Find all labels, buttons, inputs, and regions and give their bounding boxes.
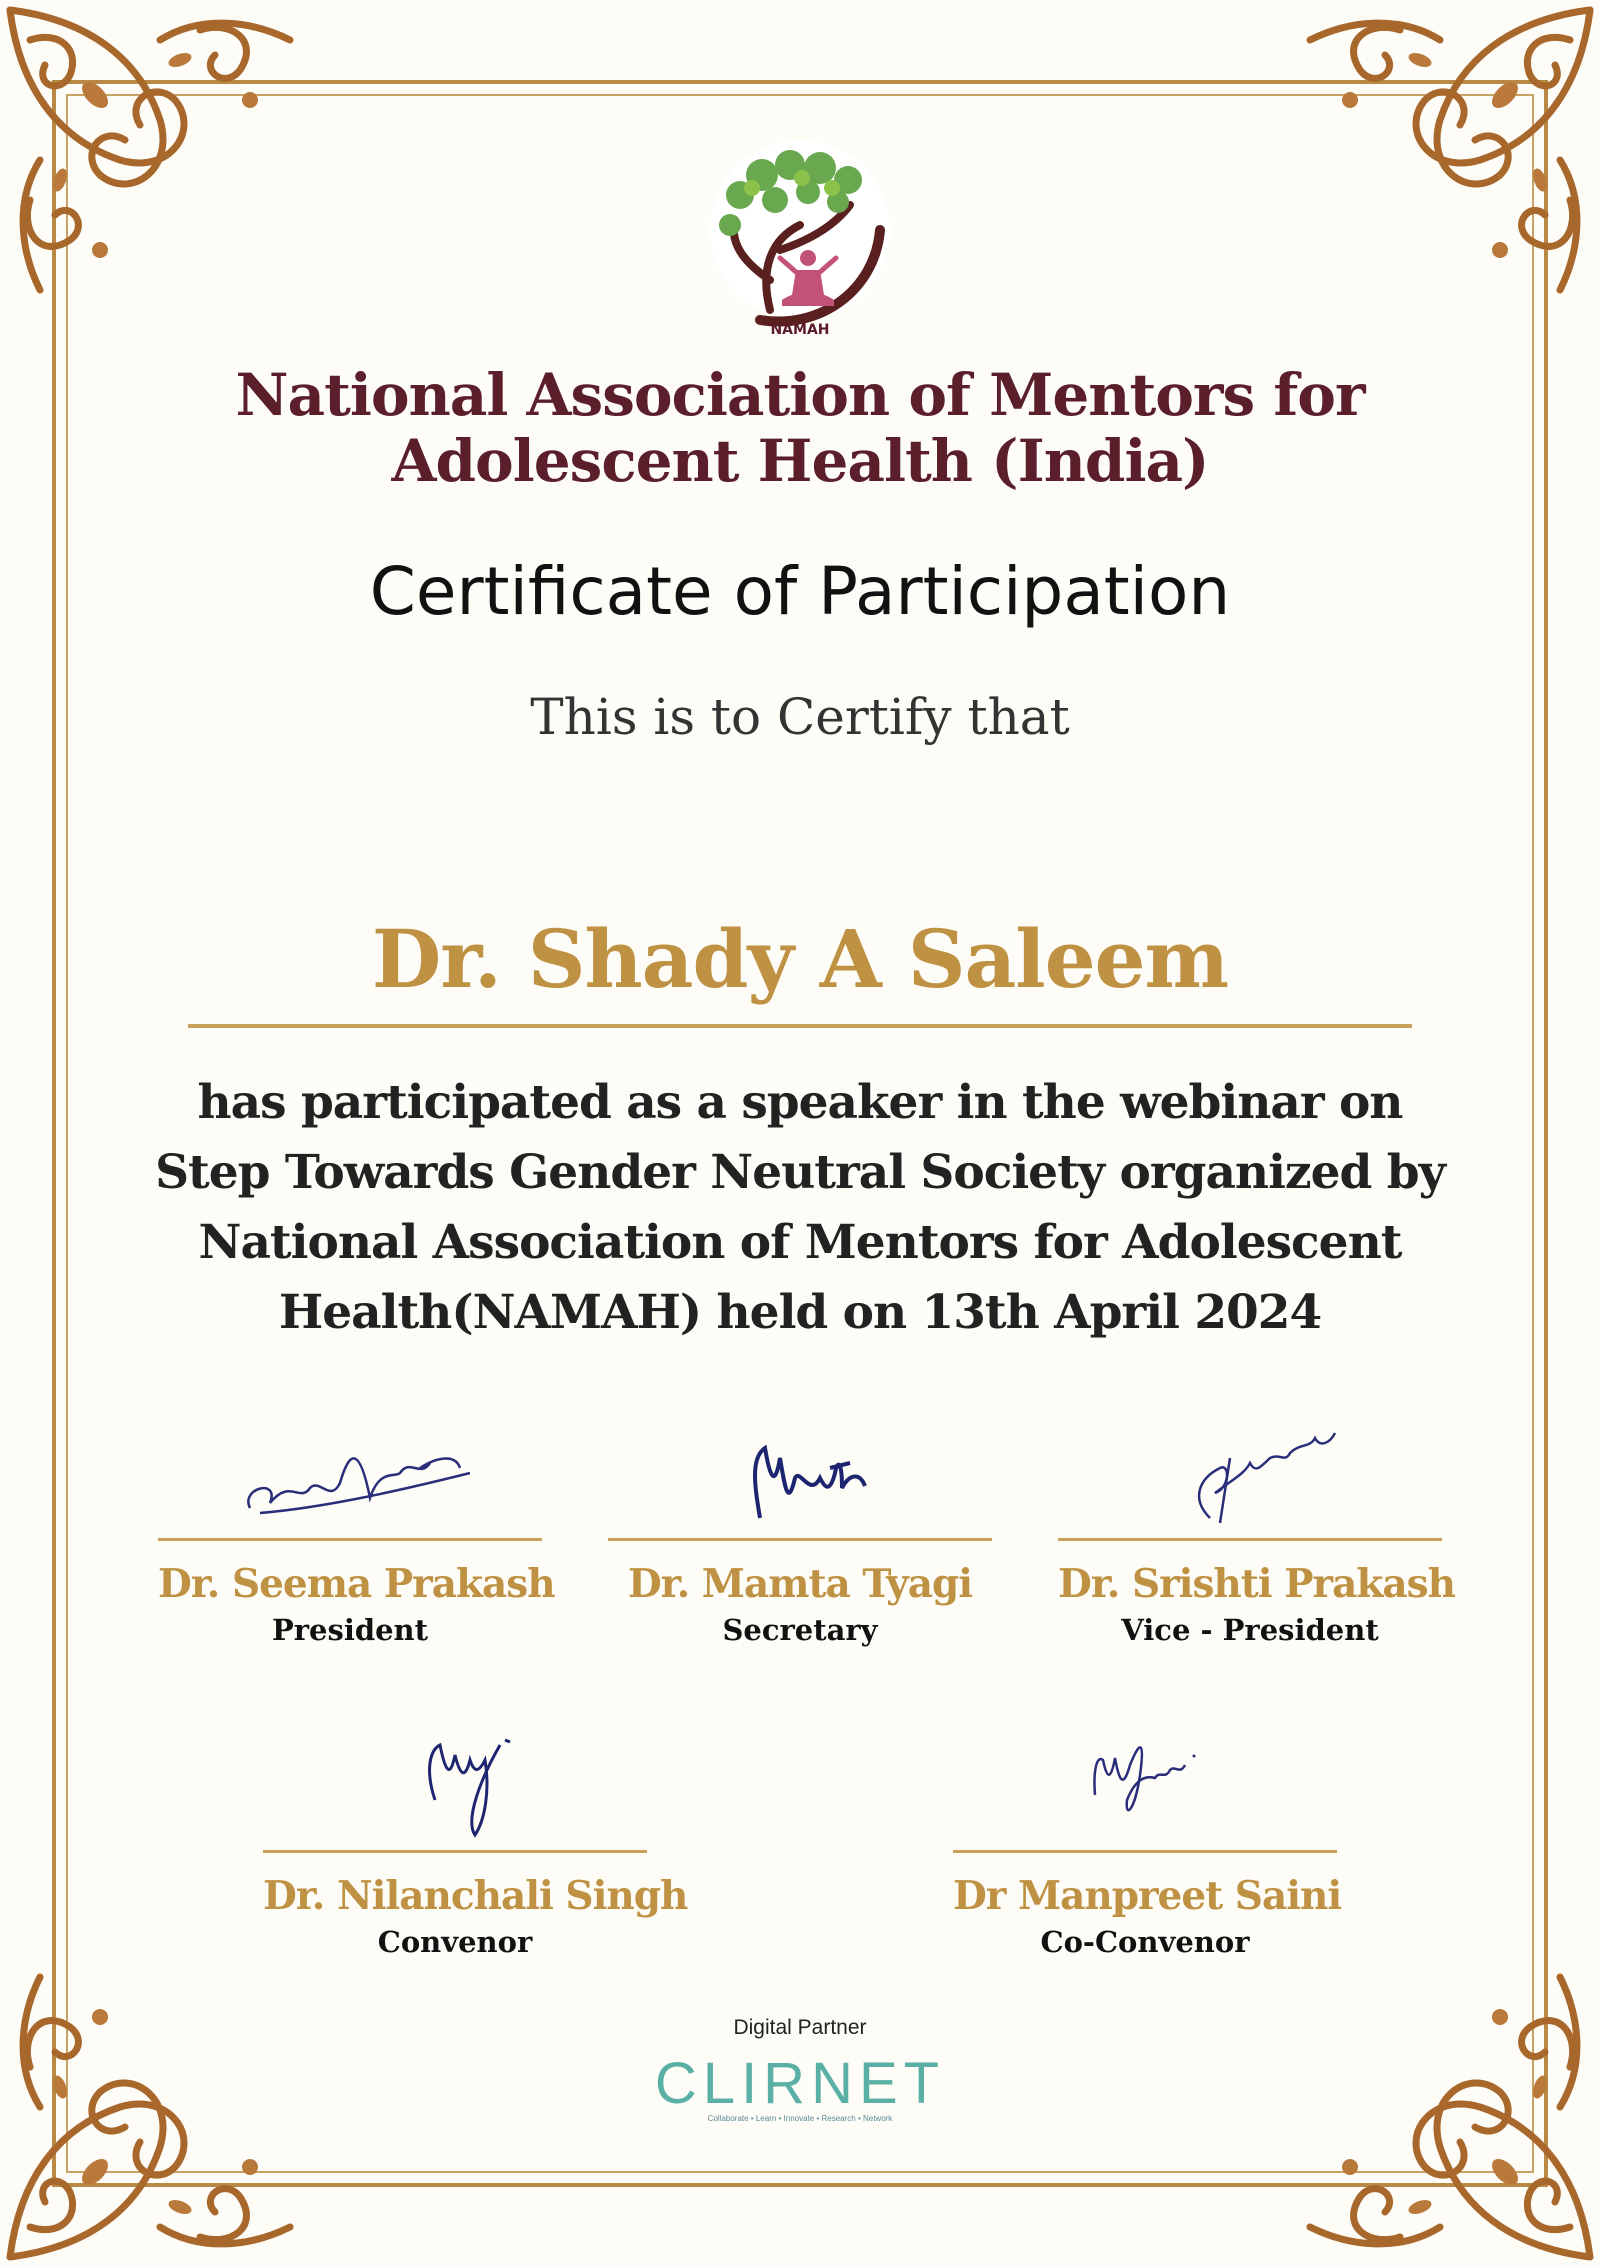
signatory-name: Dr. Seema Prakash xyxy=(158,1561,555,1607)
signature-image xyxy=(1120,1418,1380,1528)
corner-ornament-top-right xyxy=(1300,0,1600,300)
signature-line xyxy=(953,1850,1337,1853)
signatory-co-convenor xyxy=(953,1720,1342,1959)
clirnet-tagline: Collaborate • Learn • Innovate • Research • Network xyxy=(707,2114,893,2123)
organization-title-line2: Adolescent Health (India) xyxy=(391,427,1209,495)
signatory-convenor xyxy=(263,1720,688,1959)
signatory-president xyxy=(158,1418,555,1647)
signature-line xyxy=(608,1538,992,1541)
body-line4: Health(NAMAH) held on 13th April 2024 xyxy=(278,1285,1322,1340)
tree-meditation-logo-icon xyxy=(700,130,900,350)
signatory-vice-president xyxy=(1058,1418,1455,1647)
signature-image xyxy=(220,1418,480,1528)
signatory-role: Co-Convenor xyxy=(1040,1925,1250,1959)
corner-ornament-top-left xyxy=(0,0,300,300)
organization-title-line1: National Association of Mentors for xyxy=(235,361,1365,429)
signature-line xyxy=(158,1538,542,1541)
certificate-body xyxy=(120,1068,1480,1348)
organization-title xyxy=(150,362,1450,494)
clirnet-logo: CLIRNET xyxy=(654,2051,946,2116)
recipient-underline xyxy=(188,1024,1412,1028)
signature-image xyxy=(1015,1720,1275,1840)
body-line2: Step Towards Gender Neutral Society organized by xyxy=(155,1145,1445,1200)
body-line3: National Association of Mentors for Adolescent xyxy=(198,1215,1402,1270)
signature-image xyxy=(325,1720,585,1840)
certify-line: This is to Certify that xyxy=(530,688,1070,746)
recipient-name: Dr. Shady A Saleem xyxy=(371,912,1229,1006)
signatory-name: Dr. Srishti Prakash xyxy=(1058,1561,1455,1607)
corner-ornament-bottom-left xyxy=(0,1967,300,2267)
signatory-secretary xyxy=(608,1418,992,1647)
signatory-name: Dr. Nilanchali Singh xyxy=(263,1873,688,1919)
signatory-name: Dr. Mamta Tyagi xyxy=(627,1561,973,1607)
signatory-role: Convenor xyxy=(377,1925,533,1959)
body-line1: has participated as a speaker in the webinar on xyxy=(197,1075,1403,1130)
corner-ornament-bottom-right xyxy=(1300,1967,1600,2267)
signatory-name: Dr Manpreet Saini xyxy=(953,1873,1342,1919)
signature-line xyxy=(1058,1538,1442,1541)
logo-label: NAMAH xyxy=(770,322,830,338)
signature-image xyxy=(670,1418,930,1528)
signatory-role: Secretary xyxy=(722,1613,878,1647)
digital-partner-label: Digital Partner xyxy=(733,2016,867,2039)
signatory-role: President xyxy=(271,1613,429,1647)
signatory-role: Vice - President xyxy=(1121,1613,1379,1647)
signature-line xyxy=(263,1850,647,1853)
certificate-title: Certificate of Participation xyxy=(369,553,1231,630)
